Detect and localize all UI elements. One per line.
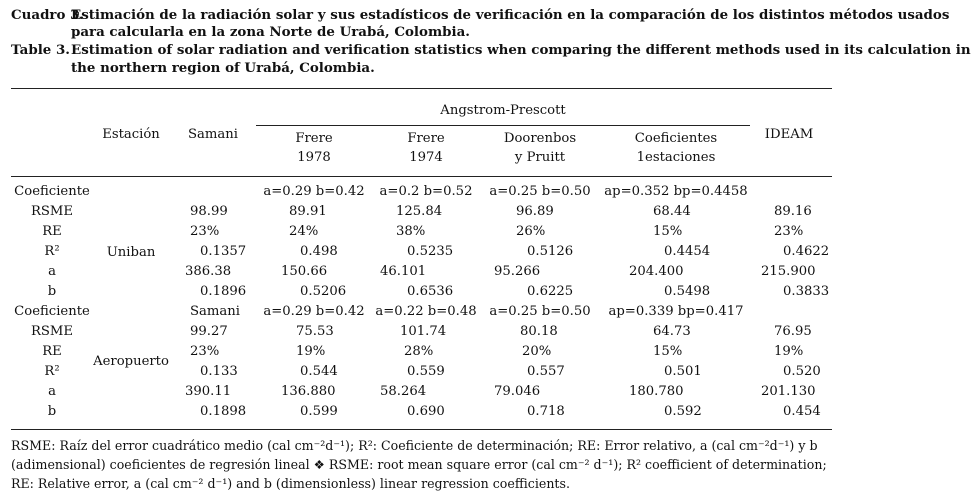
table-cell: 68.44	[653, 204, 691, 219]
caption-es-label: Cuadro 3.	[11, 7, 85, 23]
table-cell: a=0.25 b=0.50	[489, 184, 591, 199]
table-cell: 204.400	[629, 264, 684, 279]
table-row-label: a	[48, 384, 56, 399]
table-cell: 0.501	[664, 364, 702, 379]
header-samani: Samani	[188, 127, 238, 142]
table-cell: a=0.22 b=0.48	[375, 304, 477, 319]
table-row-label: b	[47, 404, 57, 419]
table-top-rule	[11, 88, 832, 89]
table-cell: 215.900	[761, 264, 816, 279]
caption-en-line1	[11, 42, 971, 58]
table-cell: 58.264	[380, 384, 427, 399]
table-cell: 0.5206	[300, 284, 347, 299]
caption-es-line1	[11, 7, 949, 23]
table-cell: 76.95	[774, 324, 812, 339]
header-frere-1974-line2: 1974	[409, 150, 443, 165]
header-doorenbos-line2: y Pruitt	[514, 150, 566, 165]
table-cell: 28%	[404, 344, 434, 359]
table-row-label: RSME	[30, 324, 74, 339]
table-row-label: Coeficiente	[14, 184, 90, 199]
caption-en-text: Estimation of solar radiation and verification statistics when comparing the different methods used in its calculation in	[71, 42, 971, 58]
table-cell: 0.520	[783, 364, 821, 379]
table-cell: 38%	[396, 224, 426, 239]
caption-en-label: Table 3.	[11, 42, 70, 58]
table-cell: 0.133	[200, 364, 238, 379]
table-row-label: b	[47, 284, 57, 299]
table-cell: 0.4454	[664, 244, 711, 259]
table-cell: 23%	[190, 224, 220, 239]
table-cell: 0.3833	[783, 284, 830, 299]
table-cell: 19%	[774, 344, 804, 359]
table-cell: 0.1898	[200, 404, 247, 419]
table-cell: 0.559	[407, 364, 445, 379]
header-frere-1974-line1: Frere	[407, 131, 445, 146]
table-cell: 24%	[289, 224, 319, 239]
table-cell: a=0.29 b=0.42	[263, 184, 365, 199]
table-cell: 95.266	[494, 264, 541, 279]
table-cell: 0.557	[527, 364, 565, 379]
table-cell: 75.53	[296, 324, 334, 339]
table-cell: 23%	[190, 344, 220, 359]
table-cell: 150.66	[281, 264, 328, 279]
group-underline	[256, 125, 750, 126]
table-cell: 0.4622	[783, 244, 830, 259]
header-frere-1978-line2: 1978	[297, 150, 331, 165]
table-bottom-rule	[11, 429, 832, 430]
table-cell: 125.84	[396, 204, 443, 219]
table-row-label: R²	[44, 244, 60, 259]
table-cell: ap=0.352 bp=0.4458	[604, 184, 748, 199]
table-cell: 20%	[522, 344, 552, 359]
table-cell: 136.880	[281, 384, 336, 399]
table-cell: 386.38	[185, 264, 232, 279]
table-cell: 46.101	[380, 264, 427, 279]
header-coeficientes-line2: 1estaciones	[636, 150, 716, 165]
header-angstrom-prescott: Angstrom-Prescott	[440, 103, 566, 118]
table-cell: 0.5235	[407, 244, 454, 259]
table-cell: 89.16	[774, 204, 812, 219]
table-cell: 0.718	[527, 404, 565, 419]
table-row-label: RSME	[30, 204, 74, 219]
table-cell: 15%	[653, 344, 683, 359]
table-row-label: a	[48, 264, 56, 279]
table-row-label: R²	[44, 364, 60, 379]
table-cell: 23%	[774, 224, 804, 239]
table-cell: 26%	[516, 224, 546, 239]
table-cell: 0.544	[300, 364, 338, 379]
table-cell: 79.046	[494, 384, 541, 399]
table-cell: Samani	[190, 304, 240, 319]
table-cell: 0.592	[664, 404, 702, 419]
table-cell: 0.1896	[200, 284, 247, 299]
table-cell: 89.91	[289, 204, 327, 219]
table-row-label: RE	[42, 344, 62, 359]
table-cell: 180.780	[629, 384, 684, 399]
table-cell: 80.18	[520, 324, 558, 339]
table-cell: 0.6536	[407, 284, 454, 299]
header-bottom-rule	[11, 176, 832, 177]
table-footnote: RSME: Raíz del error cuadrático medio (cal cm⁻²d⁻¹); R²: Coeficiente de determinación; RE: Error relativo, a (cal cm⁻²d⁻¹) y b (adimensional) coeficientes de regresión lineal ❖ RSME: root mean square error (cal cm⁻² d⁻¹); R² coefficient of determination; RE: Relative error, a (cal cm⁻² d⁻¹) and b (dimensionless) linear regression coefficients.	[11, 438, 827, 491]
caption-en-line2: the northern region of Urabá, Colombia.	[71, 60, 375, 76]
header-estacion: Estación	[102, 127, 160, 142]
table-cell: 0.690	[407, 404, 445, 419]
table-cell: a=0.29 b=0.42	[263, 304, 365, 319]
header-frere-1978-line1: Frere	[295, 131, 333, 146]
table-cell: a=0.2 b=0.52	[379, 184, 473, 199]
table-cell: 201.130	[761, 384, 816, 399]
table-cell: 0.6225	[527, 284, 574, 299]
table-cell: 0.454	[783, 404, 821, 419]
table-cell: 0.5126	[527, 244, 574, 259]
table-cell: 19%	[296, 344, 326, 359]
table-cell: 101.74	[400, 324, 447, 339]
table-cell: 390.11	[185, 384, 232, 399]
table-row-label: Coeficiente	[14, 304, 90, 319]
header-coeficientes-line1: Coeficientes	[634, 131, 718, 146]
table-cell: a=0.25 b=0.50	[489, 304, 591, 319]
table-cell: 15%	[653, 224, 683, 239]
table-cell: 0.498	[300, 244, 338, 259]
table-cell: 0.5498	[664, 284, 711, 299]
table-cell: 0.1357	[200, 244, 247, 259]
header-ideam: IDEAM	[764, 127, 814, 142]
caption-es-text: Estimación de la radiación solar y sus estadísticos de verificación en la comparación de los distintos métodos usados	[71, 7, 950, 23]
table-cell: 96.89	[516, 204, 554, 219]
table-cell: 98.99	[190, 204, 228, 219]
caption-es-line2: para calcularla en la zona Norte de Urabá, Colombia.	[71, 24, 470, 40]
station-uniban: Uniban	[106, 245, 156, 260]
table-cell: 0.599	[300, 404, 338, 419]
station-aeropuerto: Aeropuerto	[93, 354, 169, 369]
table-row-label: RE	[42, 224, 62, 239]
table-cell: 99.27	[190, 324, 228, 339]
table-cell: 64.73	[653, 324, 691, 339]
table-cell: ap=0.339 bp=0.417	[608, 304, 744, 319]
header-doorenbos-line1: Doorenbos	[503, 131, 577, 146]
